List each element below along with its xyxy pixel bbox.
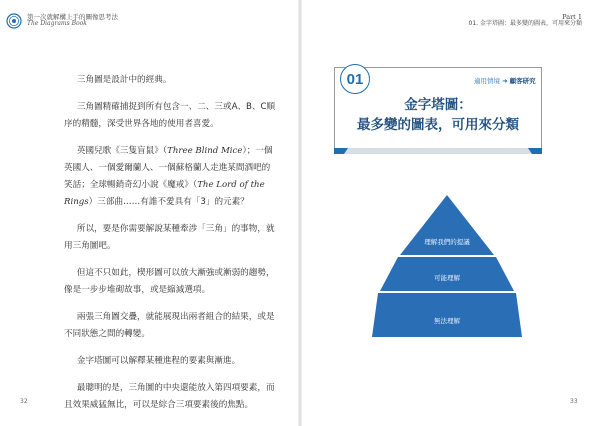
left-page-text bbox=[64, 72, 276, 424]
page-number-right: 33 bbox=[570, 398, 578, 405]
book-subtitle: The Diagrams Book bbox=[27, 20, 87, 28]
paragraph: 三角圖是設計中的經典。 bbox=[76, 75, 172, 85]
pyramid-level-top bbox=[400, 195, 494, 255]
arrow-right-icon: ➜ bbox=[502, 77, 508, 85]
text-run: ）；一個英國人、一個愛爾蘭人、一個蘇格蘭人走進某間酒吧的笑話；全球暢銷奇幻小說《魔戒》（ bbox=[64, 146, 273, 190]
tag-value: 顧客研究 bbox=[509, 77, 536, 85]
title-line: 金字塔圖： bbox=[404, 97, 472, 113]
running-header-left bbox=[27, 14, 118, 28]
title-line: 最多變的圖表，可用來分類 bbox=[357, 117, 519, 133]
paragraph bbox=[64, 143, 276, 211]
page-number-left: 32 bbox=[20, 398, 28, 405]
pyramid-level-bottom bbox=[372, 293, 522, 337]
book-logo-icon bbox=[6, 13, 22, 29]
section-number-badge: 01 bbox=[340, 64, 370, 94]
paragraph: 但這不只如此，楔形圖可以放大漸強或漸弱的趨勢，像是一步步堆砌故事，或是縮減選項。 bbox=[64, 268, 275, 295]
paragraph: 所以，要是你需要解說某種牽涉「三角」的事物，就用三角圖吧。 bbox=[64, 224, 275, 251]
pyramid-label-middle: 可能理解 bbox=[434, 274, 460, 282]
section-label: 01. 金字塔圖：最多變的圖表，可用來分類 bbox=[468, 20, 582, 28]
pyramid-label-bottom: 無法理解 bbox=[434, 317, 460, 325]
italic-title: The Lord of the Rings bbox=[64, 180, 265, 207]
running-header-right bbox=[469, 14, 582, 28]
paragraph: 最聰明的是，三角圖的中央還能放入第四項要素，而且效果威猛無比，可以是綜合三項要素後的焦點。 bbox=[64, 383, 275, 410]
paragraph: 兩張三角圖交疊，就能展現出兩者組合的結果，或是不同狀態之間的轉變。 bbox=[64, 312, 275, 339]
book-title: 第一次就解構上手的圖像思考法 bbox=[27, 13, 118, 21]
usage-tag bbox=[474, 76, 536, 85]
tag-prefix: 適用情境 bbox=[474, 77, 500, 85]
page-gutter bbox=[298, 0, 302, 426]
paragraph: 三角圖精確捕捉到所有包含一、二、三或A、B、C順序的精髓，深受世界各地的使用者喜愛。 bbox=[64, 102, 276, 129]
text-run: ）三部曲……有誰不愛具有「3」的元素？ bbox=[88, 197, 249, 207]
text-run: 英國兒歌《三隻盲鼠》（ bbox=[76, 146, 168, 156]
section-title bbox=[334, 95, 542, 135]
paragraph: 金字塔圖可以解釋某種進程的要素與漸進。 bbox=[76, 356, 241, 366]
title-ribbon bbox=[334, 148, 542, 154]
pyramid-label-top: 理解我們的提議 bbox=[424, 238, 470, 246]
part-label: Part 1 bbox=[562, 13, 582, 21]
italic-title: Three Blind Mice bbox=[167, 146, 243, 156]
